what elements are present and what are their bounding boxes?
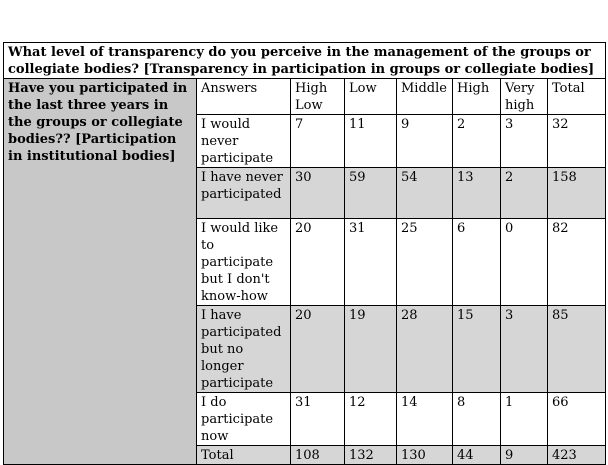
cell: 31 (291, 393, 345, 446)
cell: 2 (453, 115, 501, 168)
cell: 20 (291, 219, 345, 306)
header-total: Total (548, 79, 606, 115)
row-question: Have you participated in the last three years in the groups or collegiate bodies?? [Participation in institutional bodies] (4, 79, 197, 465)
cell: 44 (453, 446, 501, 465)
cell: 13 (453, 168, 501, 219)
table-title: What level of transparency do you perceive in the management of the groups or collegiate bodies? [Transparency in participation in groups or collegiate bodies] (4, 43, 606, 79)
cell: 8 (453, 393, 501, 446)
cell: 25 (397, 219, 453, 306)
cell: 30 (291, 168, 345, 219)
header-high-low: High Low (291, 79, 345, 115)
cell: 3 (501, 115, 548, 168)
cell: 3 (501, 306, 548, 393)
row-label: Total (197, 446, 291, 465)
header-high: High (453, 79, 501, 115)
cell: 108 (291, 446, 345, 465)
cell: 54 (397, 168, 453, 219)
header-answers: Answers (197, 79, 291, 115)
header-middle: Middle (397, 79, 453, 115)
cell: 6 (453, 219, 501, 306)
cell: 66 (548, 393, 606, 446)
cell: 423 (548, 446, 606, 465)
cell: 82 (548, 219, 606, 306)
row-label: I would like to participate but I don't know-how (197, 219, 291, 306)
cell: 85 (548, 306, 606, 393)
cell: 2 (501, 168, 548, 219)
cell: 59 (345, 168, 397, 219)
row-label: I would never participate (197, 115, 291, 168)
row-label: I do participate now (197, 393, 291, 446)
header-low: Low (345, 79, 397, 115)
cell: 9 (501, 446, 548, 465)
cell: 7 (291, 115, 345, 168)
cell: 158 (548, 168, 606, 219)
cell: 31 (345, 219, 397, 306)
cell: 14 (397, 393, 453, 446)
crosstab-table (3, 42, 606, 465)
header-very-high: Very high (501, 79, 548, 115)
cell: 20 (291, 306, 345, 393)
cell: 28 (397, 306, 453, 393)
cell: 19 (345, 306, 397, 393)
cell: 12 (345, 393, 397, 446)
cell: 0 (501, 219, 548, 306)
cell: 132 (345, 446, 397, 465)
cell: 32 (548, 115, 606, 168)
row-label: I have participated but no longer participate (197, 306, 291, 393)
cell: 9 (397, 115, 453, 168)
cell: 11 (345, 115, 397, 168)
cell: 130 (397, 446, 453, 465)
cell: 15 (453, 306, 501, 393)
cell: 1 (501, 393, 548, 446)
row-label: I have never participated (197, 168, 291, 219)
